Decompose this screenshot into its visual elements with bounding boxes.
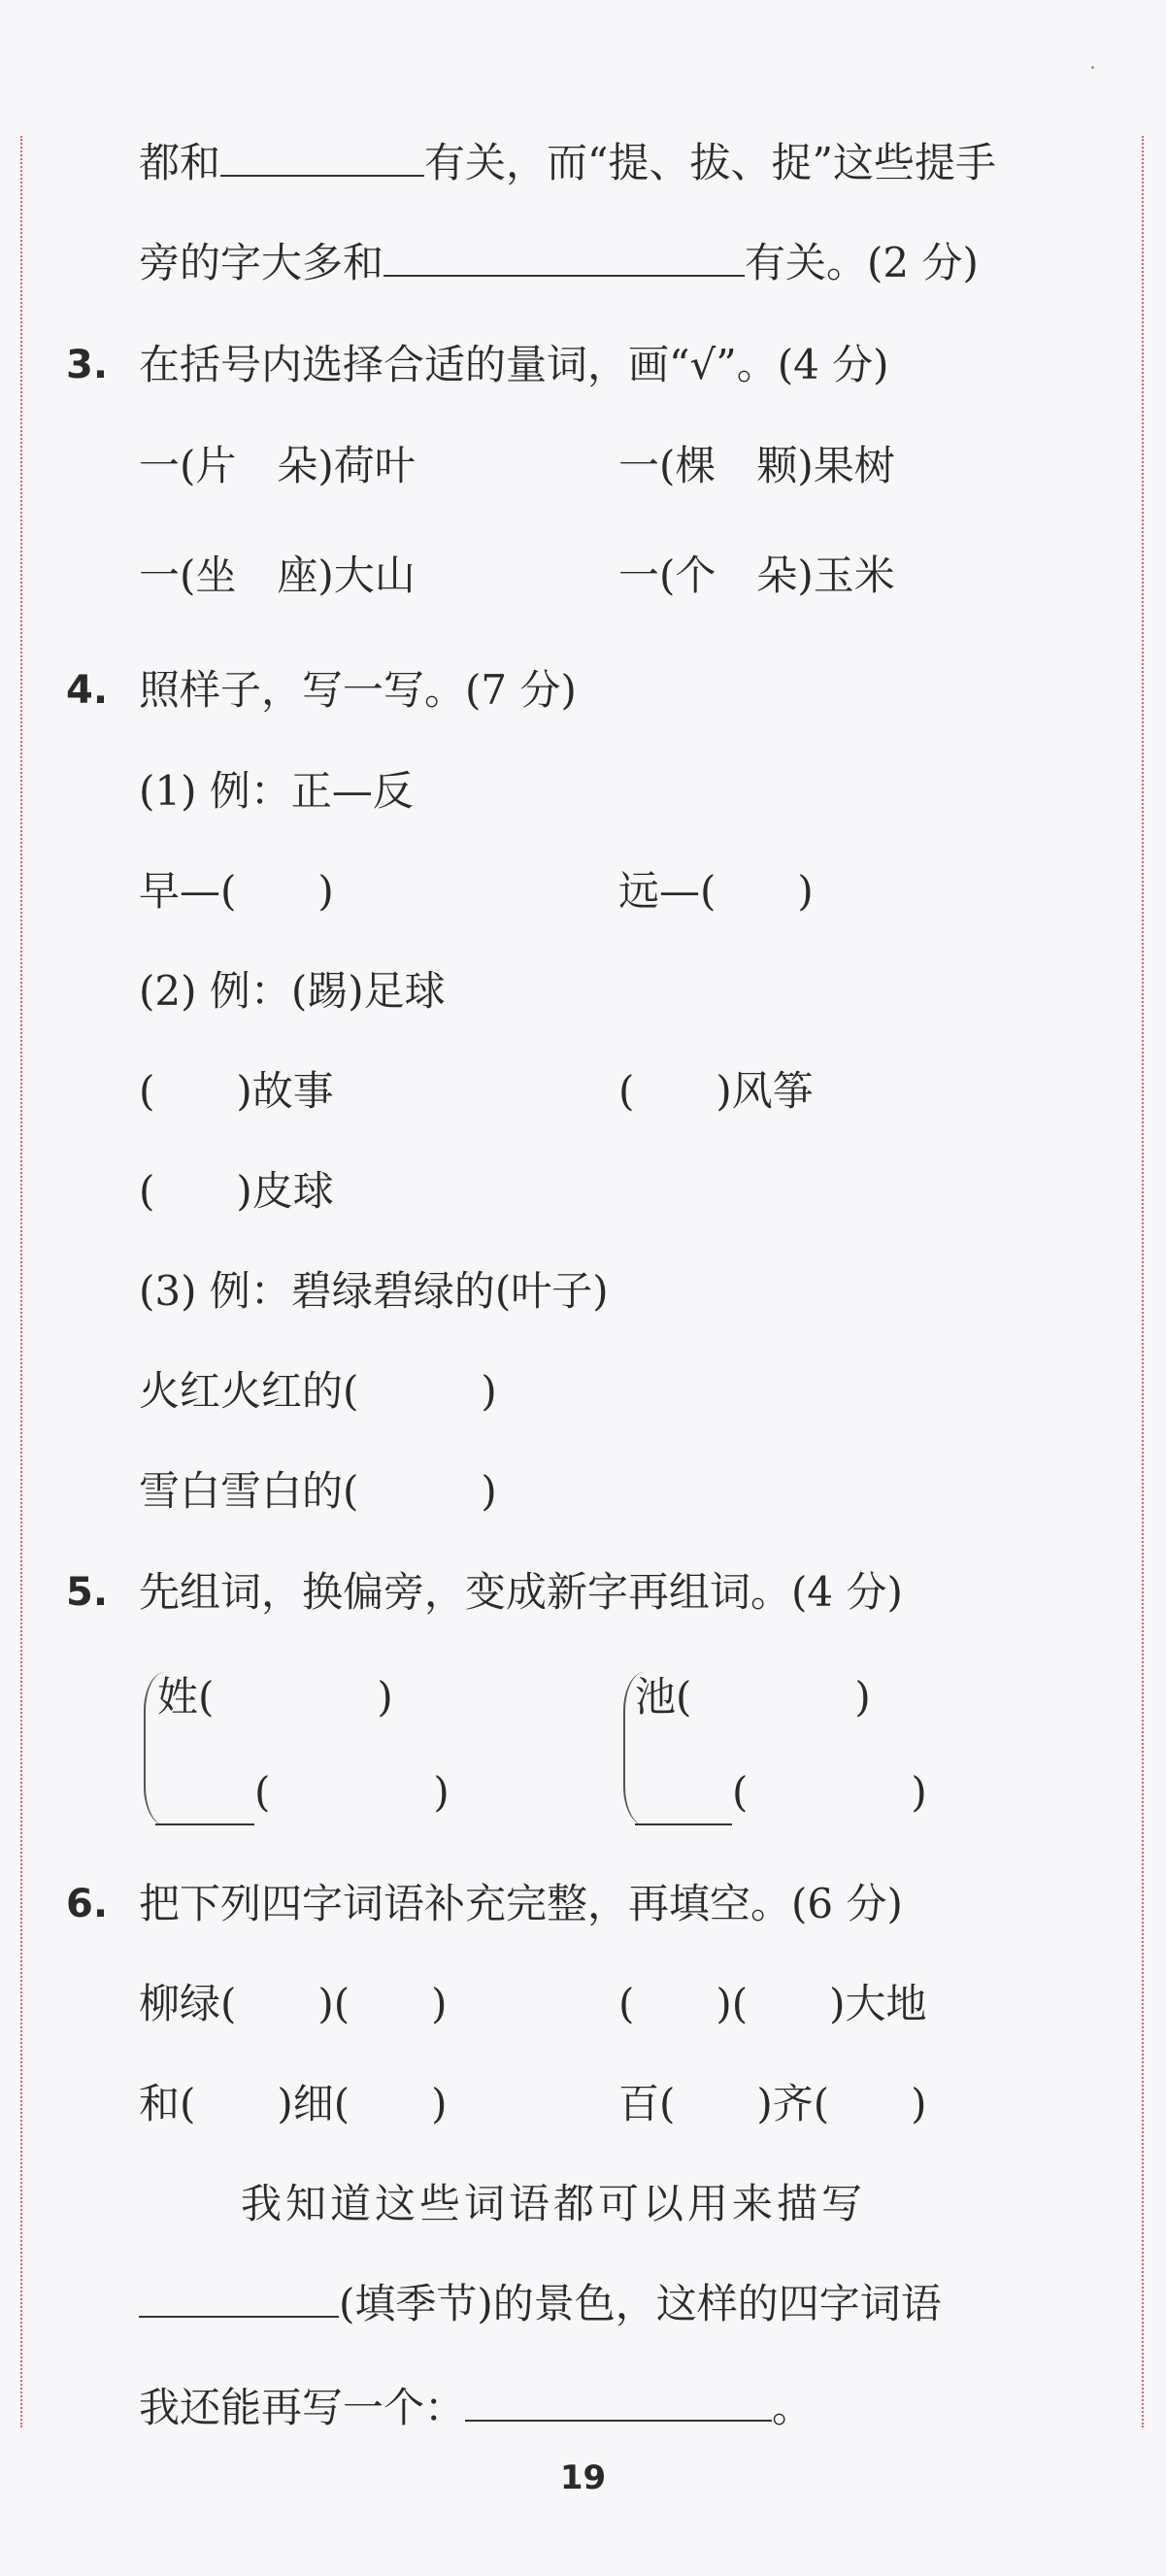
- q6-paragraph-line2: [139, 2277, 942, 2331]
- q5-prompt: 先组词，换偏旁，变成新字再组词。(4 分): [139, 1568, 903, 1616]
- q4-example: (3) 例：碧绿碧绿的(叶子): [139, 1267, 609, 1315]
- q4-fill-item[interactable]: ( )风筝: [618, 1067, 814, 1115]
- q4-prompt: 照样子，写一写。(7 分): [139, 666, 577, 714]
- q2-text: 有关。(2 分): [745, 239, 979, 286]
- q6-fill-item[interactable]: ( )( )大地: [618, 1980, 927, 2027]
- q6-paragraph-line3: [139, 2381, 813, 2435]
- q6-fill-item[interactable]: 和( )细( ): [139, 2080, 448, 2127]
- answer-blank[interactable]: [220, 136, 424, 177]
- q6-prompt: 把下列四字词语补充完整，再填空。(6 分): [139, 1880, 903, 1927]
- answer-blank[interactable]: [155, 1823, 254, 1825]
- q4-fill-item[interactable]: 远—( ): [618, 867, 814, 915]
- q3-option[interactable]: 一(棵 颗)果树: [618, 442, 895, 489]
- question-number: 4.: [66, 668, 109, 713]
- q3-option[interactable]: 一(坐 座)大山: [139, 552, 416, 599]
- q3-prompt: 在括号内选择合适的量词，画“√”。(4 分): [139, 341, 889, 388]
- season-blank[interactable]: [139, 2277, 339, 2318]
- answer-blank[interactable]: [383, 236, 745, 277]
- q2-text: 旁的字大多和: [139, 239, 384, 286]
- question-number: 3.: [66, 343, 109, 387]
- q5-fill-item[interactable]: 姓( ): [157, 1673, 393, 1721]
- q2-text: 有关，而“提、拔、捉”这些提手: [424, 139, 996, 186]
- q5-fill-item[interactable]: ( ): [254, 1768, 450, 1816]
- q4-example: (2) 例：(踢)足球: [139, 967, 446, 1015]
- q2-line1: [139, 136, 996, 190]
- question-number: 6.: [66, 1882, 109, 1926]
- q6-text: 我还能再写一个：: [139, 2384, 466, 2431]
- q5-fill-item[interactable]: ( ): [732, 1768, 927, 1816]
- q3-option[interactable]: 一(片 朵)荷叶: [139, 442, 416, 489]
- q6-paragraph: 我知道这些词语都可以用来描写: [241, 2180, 867, 2227]
- q2-line2: [139, 236, 979, 290]
- idiom-blank[interactable]: [465, 2381, 772, 2422]
- q5-fill-item[interactable]: 池( ): [635, 1673, 871, 1721]
- q4-fill-item[interactable]: ( )故事: [139, 1067, 334, 1115]
- speck: [1091, 66, 1094, 69]
- q6-text: 。: [772, 2384, 814, 2431]
- question-number: 5.: [66, 1570, 109, 1615]
- page-number: 19: [559, 2459, 607, 2497]
- answer-blank[interactable]: [635, 1823, 732, 1825]
- q6-text: (填季节)的景色，这样的四字词语: [339, 2280, 942, 2327]
- right-dotted-margin: [1142, 136, 1144, 2427]
- left-dotted-margin: [20, 136, 22, 2427]
- q4-fill-item[interactable]: 早—( ): [139, 867, 334, 915]
- q4-fill-item[interactable]: 雪白雪白的( ): [139, 1467, 497, 1515]
- q6-fill-item[interactable]: 柳绿( )( ): [139, 1980, 448, 2027]
- q3-option[interactable]: 一(个 朵)玉米: [618, 552, 895, 599]
- q2-text: 都和: [139, 139, 221, 186]
- q4-fill-item[interactable]: 火红火红的( ): [139, 1367, 497, 1415]
- q4-fill-item[interactable]: ( )皮球: [139, 1167, 334, 1215]
- q4-example: (1) 例：正—反: [139, 767, 414, 815]
- q6-fill-item[interactable]: 百( )齐( ): [618, 2080, 927, 2127]
